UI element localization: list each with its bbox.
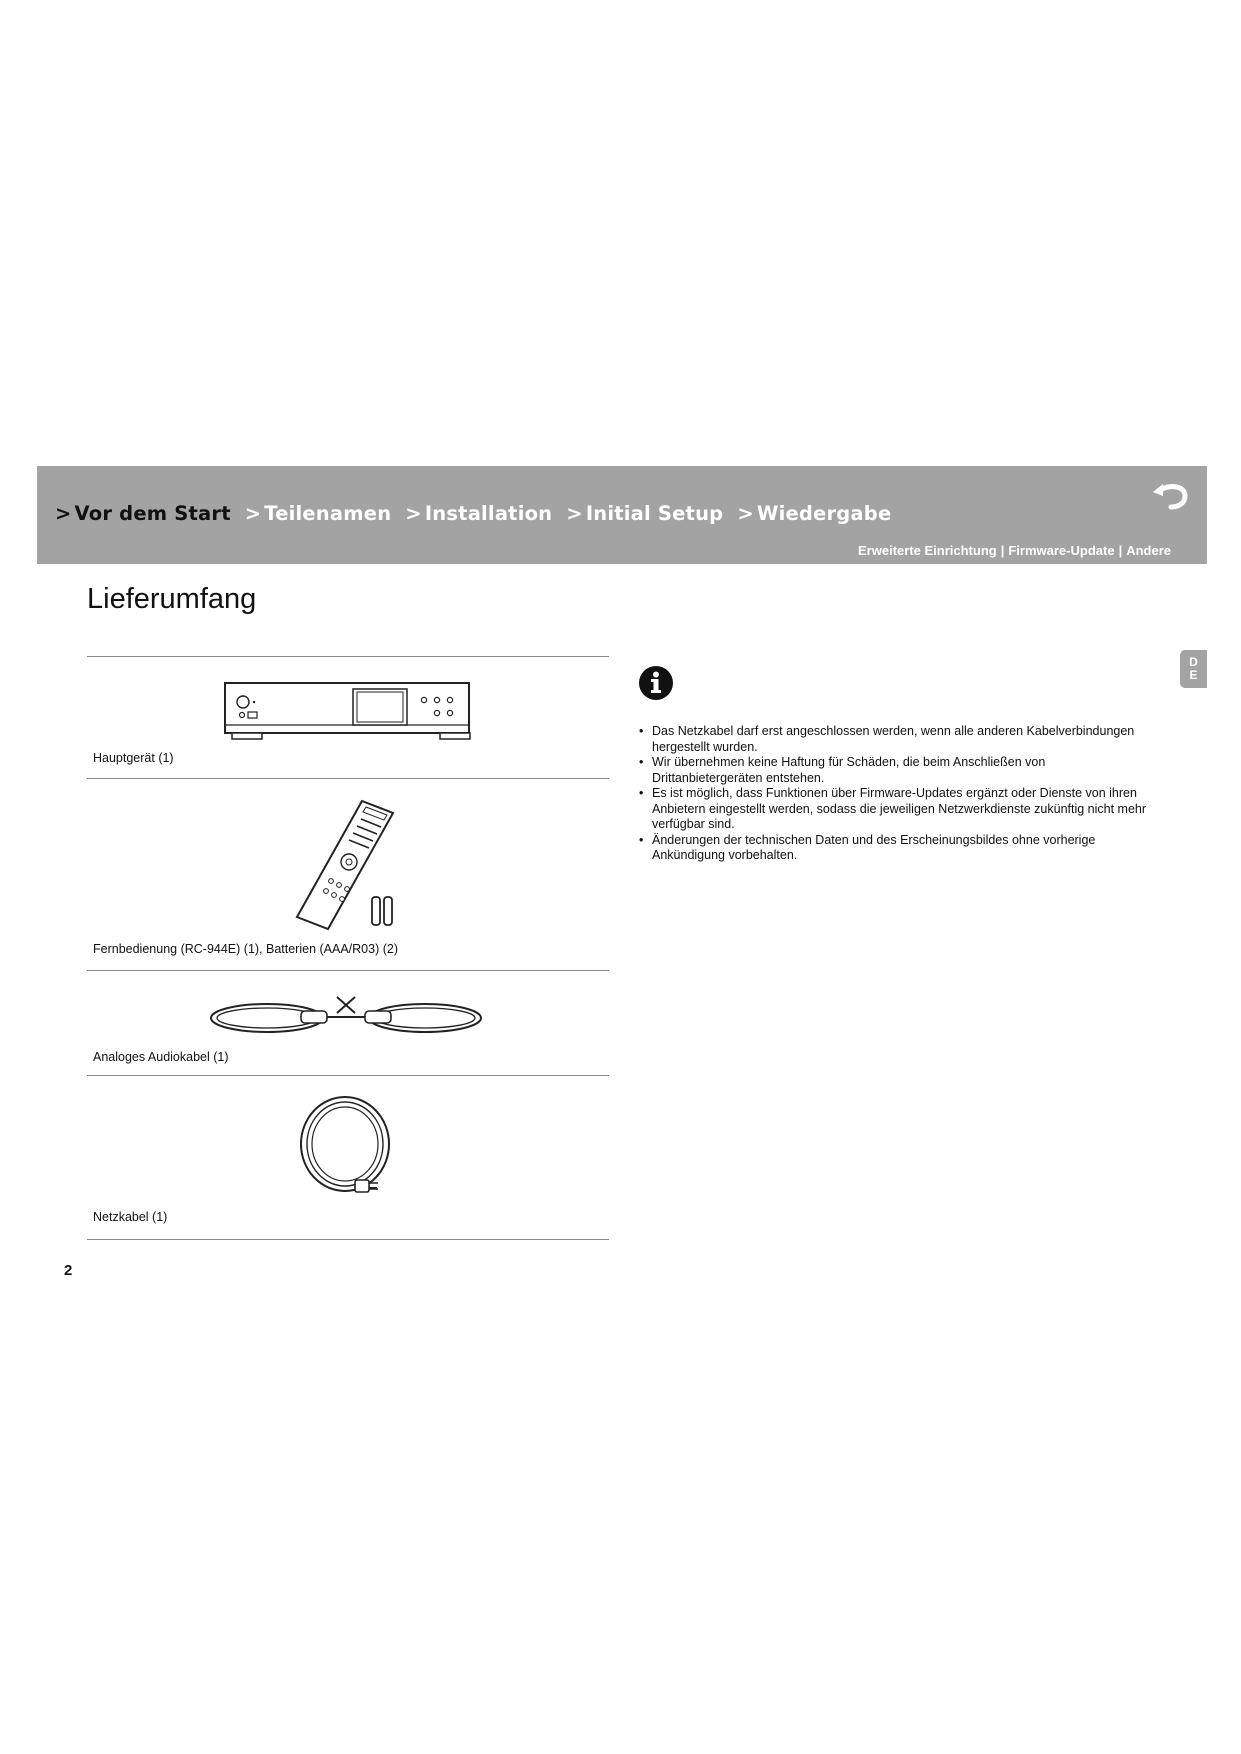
nav-separator: > xyxy=(405,502,422,525)
info-icon xyxy=(638,665,674,701)
list-item xyxy=(87,970,609,1075)
nav-label: Wiedergabe xyxy=(756,502,892,525)
nav-label: Vor dem Start xyxy=(74,502,231,525)
item-label: Analoges Audiokabel (1) xyxy=(93,1050,229,1064)
nav-installation[interactable] xyxy=(398,502,552,525)
nav-vor-dem-start[interactable] xyxy=(55,502,231,525)
subnav-erweiterte-einrichtung[interactable]: Erweiterte Einrichtung xyxy=(858,543,997,558)
nav-teilenamen[interactable] xyxy=(238,502,392,525)
subnav-andere[interactable]: Andere xyxy=(1126,543,1171,558)
notes-section xyxy=(638,665,1158,864)
note-item: • Es ist möglich, dass Funktionen über Firmware-Updates ergänzt oder Dienste von ihren Anbietern eingestellt werden, sodass die jeweiligen Netzwerkdienste zukünftig nicht mehr verfügbar sind. xyxy=(638,786,1158,833)
subnav-firmware-update[interactable]: Firmware-Update xyxy=(1008,543,1115,558)
page-number: 2 xyxy=(64,1262,73,1279)
page-title: Lieferumfang xyxy=(87,583,257,615)
note-item: • Änderungen der technischen Daten und des Erscheinungsbildes ohne vorherige Ankündigung vorbehalten. xyxy=(638,833,1158,864)
subnav-separator: | xyxy=(1000,543,1005,558)
nav-label: Teilenamen xyxy=(264,502,392,525)
item-label: Hauptgerät (1) xyxy=(93,751,174,765)
nav-separator: > xyxy=(55,502,72,525)
language-tab[interactable] xyxy=(1180,650,1207,688)
back-button[interactable] xyxy=(1151,478,1191,512)
nav-separator: > xyxy=(566,502,583,525)
nav-separator: > xyxy=(244,502,262,525)
list-item xyxy=(87,1075,609,1240)
back-arrow-icon xyxy=(1151,478,1191,512)
note-item: • Das Netzkabel darf erst angeschlossen werden, wenn alle anderen Kabelverbindungen hergestellt wurden. xyxy=(638,724,1158,755)
list-item xyxy=(87,656,609,778)
list-item xyxy=(87,778,609,970)
package-contents-list xyxy=(87,656,609,1240)
sub-navigation xyxy=(858,543,1171,558)
language-letter: D xyxy=(1189,655,1198,669)
nav-label: Installation xyxy=(424,502,553,525)
notes-list xyxy=(638,724,1158,864)
nav-wiedergabe[interactable] xyxy=(730,502,891,525)
header-bar xyxy=(37,466,1207,564)
nav-separator: > xyxy=(737,502,754,525)
item-label: Netzkabel (1) xyxy=(93,1210,168,1224)
item-label: Fernbedienung (RC-944E) (1), Batterien (AAA/R03) (2) xyxy=(93,942,398,956)
note-item: • Wir übernehmen keine Haftung für Schäden, die beim Anschließen von Drittanbietergeräten entstehen. xyxy=(638,755,1158,786)
nav-initial-setup[interactable] xyxy=(559,502,723,525)
nav-label: Initial Setup xyxy=(585,502,724,525)
subnav-separator: | xyxy=(1118,543,1123,558)
language-letter: E xyxy=(1189,668,1198,682)
breadcrumb-nav xyxy=(55,502,891,525)
